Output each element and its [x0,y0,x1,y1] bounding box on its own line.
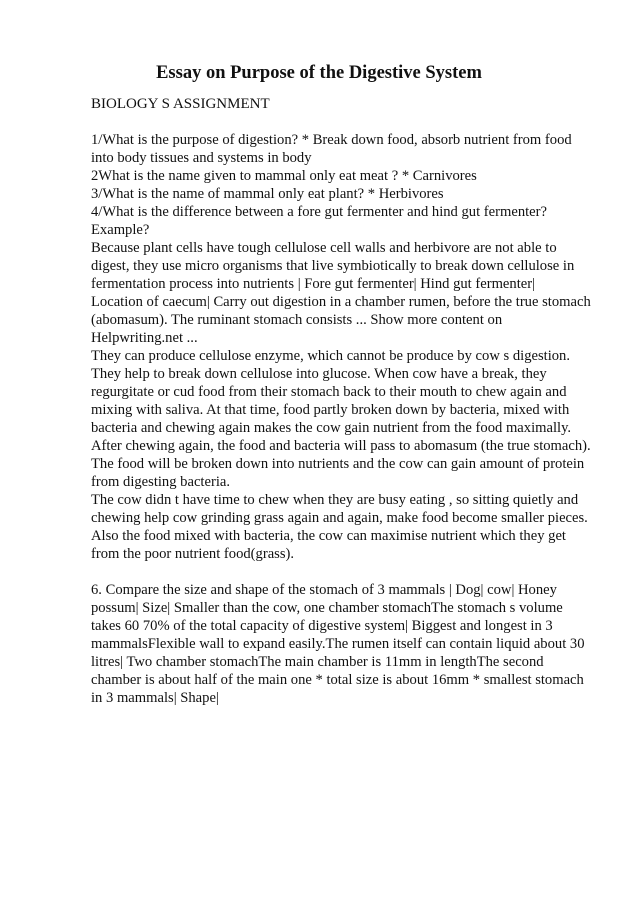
body-line: bacteria and chewing again makes the cow gain nutrient from the food maximally. [91,420,572,436]
body-line: After chewing again, the food and bacteria will pass to abomasum (the true stomach). [91,438,591,454]
body-line: They help to break down cellulose into glucose. When cow have a break, they [91,366,547,382]
body-line: (abomasum). The ruminant stomach consists ... Show more content on [91,312,503,328]
body-line: The cow didn t have time to chew when they are busy eating , so sitting quietly and [91,492,579,508]
body-line: 2What is the name given to mammal only eat meat ? * Carnivores [91,168,477,184]
body-line: from digesting bacteria. [91,474,230,490]
body-line: Example? [91,222,150,238]
body-line: The food will be broken down into nutrients and the cow can gain amount of protein [91,456,585,472]
body-line: Helpwriting.net ... [91,330,198,346]
body-line: fermentation process into nutrients | Fore gut fermenter| Hind gut fermenter| [91,276,536,292]
body-line: into body tissues and systems in body [91,150,312,166]
body-line: Also the food mixed with bacteria, the cow can maximise nutrient which they get [91,528,566,544]
body-line: 4/What is the difference between a fore gut fermenter and hind gut fermenter? [91,204,547,220]
body-line: litres| Two chamber stomachThe main chamber is 11mm in lengthThe second [91,654,544,670]
body-line: in 3 mammals| Shape| [91,690,219,706]
document-subtitle: BIOLOGY S ASSIGNMENT [91,96,270,112]
body-line: regurgitate or cud food from their stomach back to their mouth to chew again and [91,384,567,400]
body-line: chewing help cow grinding grass again and again, make food become smaller pieces. [91,510,588,526]
document-body [91,131,591,707]
body-line: chamber is about half of the main one * total size is about 16mm * smallest stomach [91,672,584,688]
body-line: takes 60 70% of the total capacity of digestive system| Biggest and longest in 3 [91,618,553,634]
document-title: Essay on Purpose of the Digestive System [156,63,482,83]
body-line: digest, they use micro organisms that live symbiotically to break down cellulose in [91,258,575,274]
body-line: 1/What is the purpose of digestion? * Break down food, absorb nutrient from food [91,132,572,148]
paragraph-gap [91,563,591,581]
body-line: Because plant cells have tough cellulose cell walls and herbivore are not able to [91,240,557,256]
body-line: possum| Size| Smaller than the cow, one chamber stomachThe stomach s volume [91,600,563,616]
body-line: mammalsFlexible wall to expand easily.The rumen itself can contain liquid about 30 [91,636,585,652]
body-line: 6. Compare the size and shape of the stomach of 3 mammals | Dog| cow| Honey [91,582,557,598]
body-line: They can produce cellulose enzyme, which cannot be produce by cow s digestion. [91,348,570,364]
body-line: mixing with saliva. At that time, food partly broken down by bacteria, mixed with [91,402,570,418]
body-line: 3/What is the name of mammal only eat plant? * Herbivores [91,186,444,202]
body-line: from the poor nutrient food(grass). [91,546,295,562]
body-line: Location of caecum| Carry out digestion in a chamber rumen, before the true stomach [91,294,591,310]
